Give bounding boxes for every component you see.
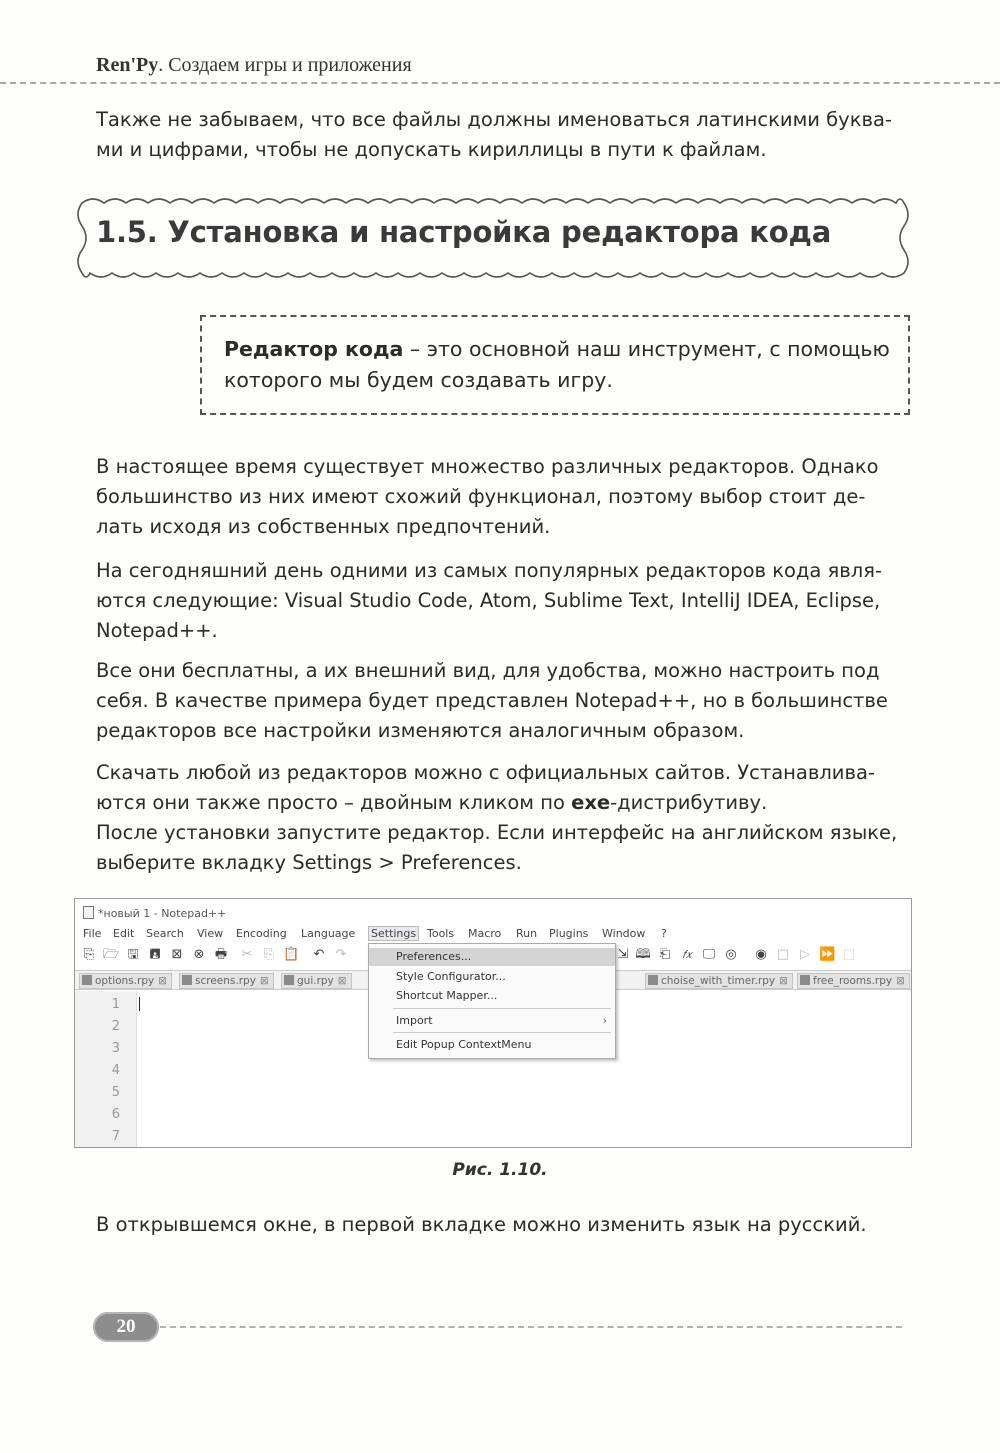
menu-tools[interactable]: Tools <box>427 927 455 940</box>
window-title: *новый 1 - Notepad++ <box>98 907 227 920</box>
line-number: 1 <box>111 997 120 1012</box>
paragraph-language <box>96 1210 896 1240</box>
page-number: 20 <box>116 1316 136 1337</box>
paragraph-line: лать исходя из собственных предпочтений. <box>96 515 551 538</box>
paragraph-line-end: -дистрибутиву. <box>610 791 768 814</box>
indent-guide-icon[interactable]: ⇲ <box>617 947 629 962</box>
definition-term: Редактор кода <box>224 337 404 361</box>
running-header <box>96 54 412 77</box>
paragraph-line: Notepad++. <box>96 619 218 642</box>
book-subtitle: . Создаем игры и приложения <box>158 54 412 76</box>
menu-macro[interactable]: Macro <box>468 927 502 940</box>
tab-label: options.rpy <box>95 975 155 987</box>
line-number-gutter <box>75 991 137 1148</box>
menu-file[interactable]: File <box>83 927 102 940</box>
save-all-icon[interactable]: 🖪 <box>149 947 161 962</box>
tab-label: free_rooms.rpy <box>813 975 893 987</box>
intro-line: ми и цифрами, чтобы не допускать кириллицы в пути к файлам. <box>96 138 767 161</box>
menu-item-import[interactable] <box>369 1012 615 1030</box>
paragraph-line: Все они бесплатны, а их внешний вид, для удобства, можно настроить под <box>96 659 880 682</box>
paragraph-line: На сегодняшний день одними из самых популярных редакторов кода явля- <box>96 559 882 582</box>
file-icon <box>182 975 192 985</box>
book-title: Ren'Py <box>96 54 159 76</box>
paragraph-download <box>96 758 896 878</box>
print-icon[interactable]: 🖶 <box>214 947 228 962</box>
figure-caption: Рис. 1.10. <box>452 1160 548 1180</box>
menu-help[interactable]: ? <box>661 927 667 940</box>
copy-icon[interactable]: ⎘ <box>263 947 275 962</box>
paragraph-line: себя. В качестве примера будет представлен Notepad++, но в большинстве <box>96 689 888 712</box>
run-macro-multiple-icon[interactable]: ⏩ <box>819 947 836 962</box>
paragraph-free-editors <box>96 656 896 746</box>
menu-item-preferences[interactable]: Preferences... <box>369 948 615 966</box>
monitor-icon[interactable]: 🖵 <box>702 947 716 962</box>
definition-text <box>224 334 904 396</box>
line-number: 7 <box>111 1129 120 1144</box>
paragraph-line: большинство из них имеют схожий функционал, поэтому выбор стоит де- <box>96 485 866 508</box>
tab-gui[interactable] <box>281 973 352 989</box>
menu-window[interactable]: Window <box>602 927 646 940</box>
tab-close-icon[interactable]: ⊠ <box>158 975 168 987</box>
play-macro-icon[interactable]: ▷ <box>800 947 810 962</box>
paragraph-line: В настоящее время существует множество различных редакторов. Однако <box>96 455 879 478</box>
paragraph-line: Скачать любой из редакторов можно с официальных сайтов. Устанавлива- <box>96 761 875 784</box>
save-macro-icon[interactable]: ⬚ <box>842 947 856 962</box>
paragraph-line: В открывшемся окне, в первой вкладке можно изменить язык на русский. <box>96 1213 867 1236</box>
save-icon[interactable]: 🖫 <box>127 947 139 962</box>
intro-line: Также не забываем, что все файлы должны именоваться латинскими буква- <box>96 108 892 131</box>
menu-item-label: Import <box>396 1014 433 1027</box>
stop-macro-icon[interactable]: □ <box>776 947 790 962</box>
document-icon <box>83 906 94 919</box>
intro-paragraph <box>96 105 896 165</box>
record-macro-icon[interactable]: ◉ <box>755 947 767 962</box>
section-title: 1.5. Установка и настройка редактора кода <box>96 215 832 249</box>
tab-close-icon[interactable]: ⊠ <box>259 975 269 987</box>
menu-edit[interactable]: Edit <box>113 927 135 940</box>
cut-icon[interactable]: ✂ <box>241 947 253 962</box>
tab-label: gui.rpy <box>297 975 334 987</box>
line-number: 2 <box>111 1019 120 1034</box>
paragraph-line: После установки запустите редактор. Если интерфейс на английском языке, <box>96 821 898 844</box>
open-file-icon[interactable]: 🗁 <box>103 947 120 962</box>
tab-free-rooms[interactable] <box>797 973 910 989</box>
tab-close-icon[interactable]: ⊠ <box>337 975 347 987</box>
tab-label: screens.rpy <box>195 975 256 987</box>
menu-encoding[interactable]: Encoding <box>236 927 287 940</box>
close-all-icon[interactable]: ⊗ <box>193 947 205 962</box>
file-icon <box>800 975 810 985</box>
menu-search[interactable]: Search <box>146 927 184 940</box>
tab-label: choise_with_timer.rpy <box>661 975 776 987</box>
undo-icon[interactable]: ↶ <box>313 947 325 962</box>
settings-dropdown-menu <box>368 943 616 1059</box>
new-file-icon[interactable]: ⎘ <box>83 947 95 962</box>
folder-workspace-icon[interactable]: ◎ <box>725 947 737 962</box>
notepad-screenshot <box>74 898 912 1148</box>
menu-separator <box>393 1008 611 1009</box>
menu-run[interactable]: Run <box>516 927 538 940</box>
file-icon <box>284 975 294 985</box>
menu-bar <box>75 925 911 943</box>
doc-list-icon[interactable]: ⎗ <box>659 947 671 962</box>
tab-screens[interactable] <box>179 973 274 989</box>
paragraph-editors-variety <box>96 452 896 542</box>
definition-line: которого мы будем создавать игру. <box>224 368 613 392</box>
section-heading-frame <box>74 193 912 283</box>
menu-item-edit-popup-contextmenu[interactable]: Edit Popup ContextMenu <box>396 1038 532 1051</box>
line-number: 6 <box>111 1107 120 1122</box>
paragraph-line: редакторов все настройки изменяются аналогичным образом. <box>96 719 745 742</box>
paragraph-line: ются следующие: Visual Studio Code, Atom, Sublime Text, IntelliJ IDEA, Eclipse, <box>96 589 881 612</box>
header-divider <box>0 82 1000 84</box>
file-icon <box>82 975 92 985</box>
tab-close-icon[interactable]: ⊠ <box>896 975 905 987</box>
text-cursor <box>139 997 140 1011</box>
chevron-right-icon: › <box>602 1014 607 1027</box>
paragraph-line-start: ются они также просто – двойным кликом по <box>96 791 572 814</box>
file-icon <box>648 975 658 985</box>
definition-rest: – это основной наш инструмент, с помощью <box>403 337 890 361</box>
window-title-bar <box>75 899 911 925</box>
exe-keyword: exe <box>571 791 611 814</box>
definition-box <box>200 315 910 415</box>
tab-choise-with-timer[interactable] <box>645 973 793 989</box>
line-number: 4 <box>111 1063 120 1078</box>
line-number: 3 <box>111 1041 120 1056</box>
footer-divider <box>160 1326 902 1328</box>
menu-view[interactable]: View <box>197 927 224 940</box>
paste-icon[interactable]: 📋 <box>283 947 300 962</box>
menu-settings[interactable]: Settings <box>371 927 417 940</box>
tab-options[interactable] <box>79 973 172 989</box>
close-icon[interactable]: ⊠ <box>171 947 183 962</box>
function-list-icon[interactable]: 𝑓𝑥 <box>682 948 692 961</box>
menu-item-shortcut-mapper[interactable]: Shortcut Mapper... <box>396 989 498 1002</box>
menu-item-style-configurator[interactable]: Style Configurator... <box>396 970 506 983</box>
menu-plugins[interactable]: Plugins <box>549 927 589 940</box>
redo-icon[interactable]: ↷ <box>335 947 347 962</box>
tab-close-icon[interactable]: ⊠ <box>779 975 788 987</box>
menu-language[interactable]: Language <box>301 927 356 940</box>
paragraph-line: выберите вкладку Settings > Preferences. <box>96 851 522 874</box>
page-number-badge <box>93 1312 159 1342</box>
paragraph-popular-editors <box>96 556 896 646</box>
menu-separator <box>393 1032 611 1033</box>
doc-map-icon[interactable]: 🕮 <box>635 947 651 962</box>
line-number: 5 <box>111 1085 120 1100</box>
